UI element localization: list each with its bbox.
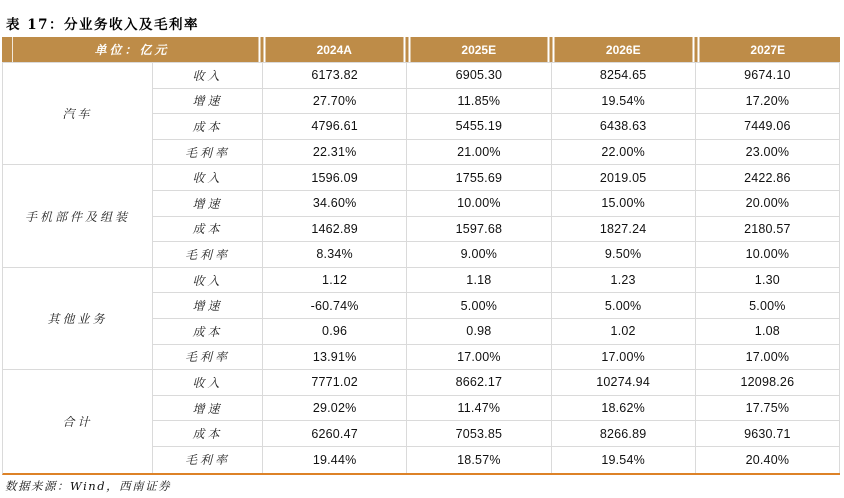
value-cell: 9.50%: [552, 242, 696, 268]
value-cell: 11.47%: [407, 396, 551, 422]
metric-label: 收入: [153, 370, 263, 396]
year-header-2026e: 2026E: [605, 42, 641, 57]
value-cell: 8266.89: [552, 421, 696, 447]
value-cell: 1.08: [696, 319, 840, 345]
value-cell: 1827.24: [552, 217, 696, 243]
value-cell: 5455.19: [407, 114, 551, 140]
group-label: 其他业务: [3, 268, 153, 370]
group-label: 手机部件及组装: [3, 165, 153, 267]
value-cell: 10274.94: [552, 370, 696, 396]
value-cell: 1.18: [407, 268, 551, 294]
value-cell: 18.62%: [552, 396, 696, 422]
value-cell: 17.00%: [407, 345, 551, 371]
value-cell: 7449.06: [696, 114, 840, 140]
value-cell: 0.98: [407, 319, 551, 345]
group-label: 合计: [3, 370, 153, 472]
year-header-2025e: 2025E: [461, 42, 497, 57]
table-body: [2, 62, 840, 475]
value-cell: 8662.17: [407, 370, 551, 396]
value-cell: 9630.71: [696, 421, 840, 447]
value-cell: 1755.69: [407, 165, 551, 191]
metric-label: 增速: [153, 89, 263, 115]
unit-header-cell: 单位：亿元: [94, 43, 170, 57]
metric-label: 毛利率: [153, 345, 263, 371]
group-label: 汽车: [3, 63, 153, 165]
value-cell: 2019.05: [552, 165, 696, 191]
value-cell: 1.30: [696, 268, 840, 294]
value-cell: 20.00%: [696, 191, 840, 217]
value-cell: 7771.02: [263, 370, 407, 396]
value-cell: 17.75%: [696, 396, 840, 422]
value-cell: 5.00%: [552, 293, 696, 319]
header-separator: [259, 37, 266, 62]
value-cell: 7053.85: [407, 421, 551, 447]
value-cell: 2422.86: [696, 165, 840, 191]
value-cell: 6173.82: [263, 63, 407, 89]
value-cell: 12098.26: [696, 370, 840, 396]
value-cell: 13.91%: [263, 345, 407, 371]
value-cell: 1.12: [263, 268, 407, 294]
header-separator: [403, 37, 410, 62]
metric-label: 收入: [153, 165, 263, 191]
value-cell: 19.44%: [263, 447, 407, 473]
value-cell: 9674.10: [696, 63, 840, 89]
metric-label: 毛利率: [153, 447, 263, 473]
value-cell: 17.00%: [552, 345, 696, 371]
header-separator: [548, 37, 555, 62]
value-cell: 18.57%: [407, 447, 551, 473]
table-header-row: [2, 37, 840, 62]
metric-label: 增速: [153, 191, 263, 217]
value-cell: 6438.63: [552, 114, 696, 140]
value-cell: 6905.30: [407, 63, 551, 89]
value-cell: 10.00%: [407, 191, 551, 217]
value-cell: 1.23: [552, 268, 696, 294]
value-cell: 5.00%: [407, 293, 551, 319]
value-cell: 19.54%: [552, 447, 696, 473]
value-cell: 17.00%: [696, 345, 840, 371]
value-cell: 10.00%: [696, 242, 840, 268]
value-cell: 15.00%: [552, 191, 696, 217]
metric-label: 成本: [153, 319, 263, 345]
value-cell: 6260.47: [263, 421, 407, 447]
value-cell: 19.54%: [552, 89, 696, 115]
value-cell: 1462.89: [263, 217, 407, 243]
metric-label: 成本: [153, 217, 263, 243]
value-cell: 29.02%: [263, 396, 407, 422]
value-cell: 2180.57: [696, 217, 840, 243]
metric-label: 收入: [153, 63, 263, 89]
value-cell: 1.02: [552, 319, 696, 345]
value-cell: 17.20%: [696, 89, 840, 115]
value-cell: 8.34%: [263, 242, 407, 268]
revenue-margin-table: [2, 37, 840, 475]
value-cell: 9.00%: [407, 242, 551, 268]
value-cell: 20.40%: [696, 447, 840, 473]
value-cell: 11.85%: [407, 89, 551, 115]
header-separator: [12, 37, 13, 62]
metric-label: 成本: [153, 114, 263, 140]
value-cell: 21.00%: [407, 140, 551, 166]
metric-label: 增速: [153, 396, 263, 422]
data-source-note: 数据来源：Wind，西南证券: [5, 479, 172, 493]
metric-label: 增速: [153, 293, 263, 319]
value-cell: 34.60%: [263, 191, 407, 217]
metric-label: 成本: [153, 421, 263, 447]
value-cell: 23.00%: [696, 140, 840, 166]
value-cell: 22.31%: [263, 140, 407, 166]
value-cell: 22.00%: [552, 140, 696, 166]
year-header-2024a: 2024A: [316, 42, 352, 57]
value-cell: 5.00%: [696, 293, 840, 319]
value-cell: -60.74%: [263, 293, 407, 319]
value-cell: 8254.65: [552, 63, 696, 89]
header-separator: [692, 37, 699, 62]
metric-label: 毛利率: [153, 140, 263, 166]
value-cell: 1596.09: [263, 165, 407, 191]
year-header-2027e: 2027E: [750, 42, 786, 57]
value-cell: 4796.61: [263, 114, 407, 140]
metric-label: 收入: [153, 268, 263, 294]
value-cell: 0.96: [263, 319, 407, 345]
table-title: 表 17：分业务收入及毛利率: [6, 17, 199, 33]
metric-label: 毛利率: [153, 242, 263, 268]
value-cell: 27.70%: [263, 89, 407, 115]
value-cell: 1597.68: [407, 217, 551, 243]
